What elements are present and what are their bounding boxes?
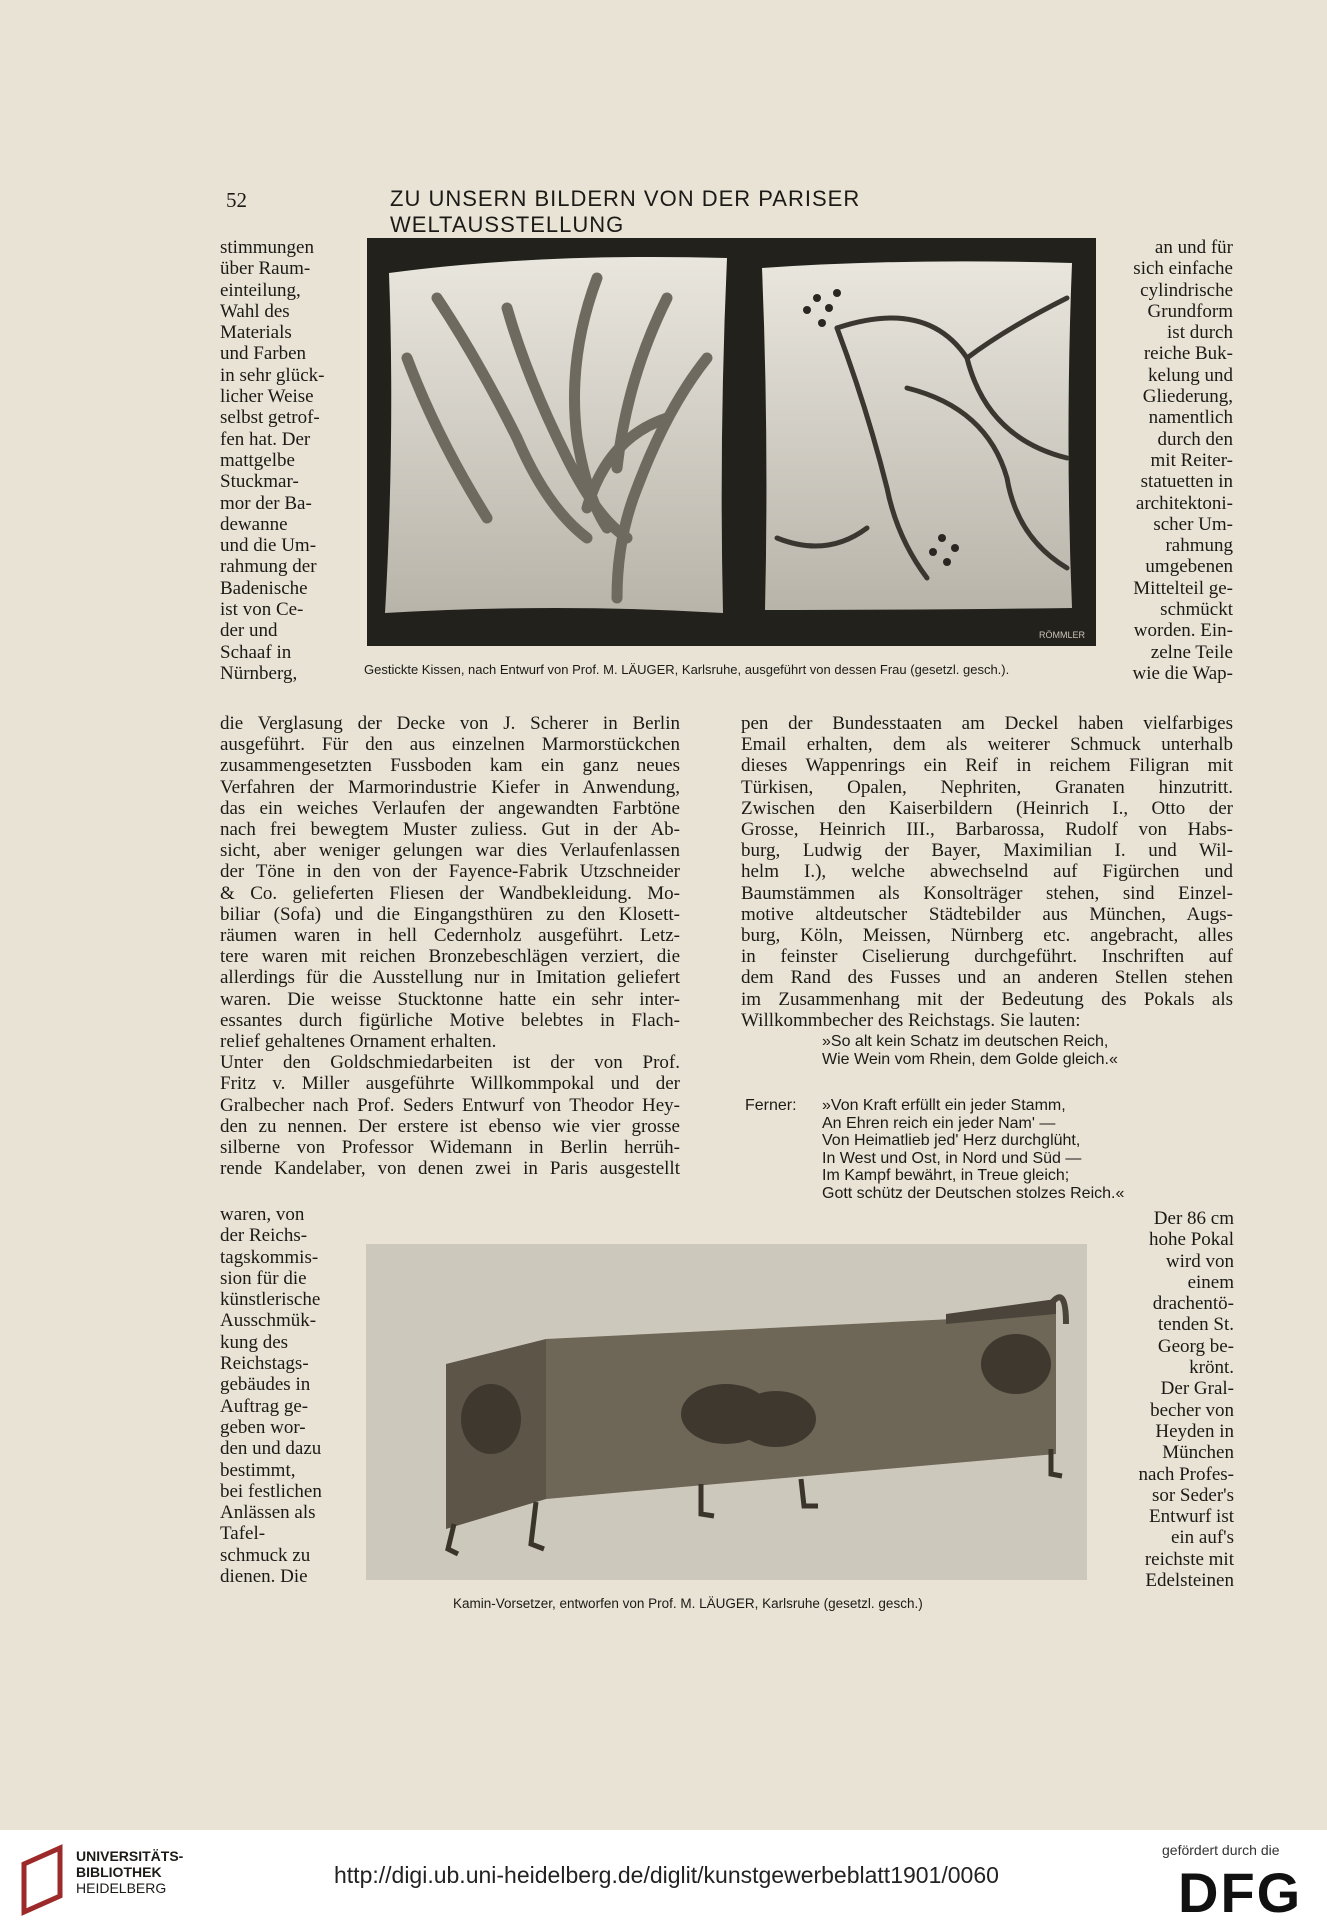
text-line: Stuckmar- bbox=[220, 471, 299, 493]
text-line: Grundform bbox=[1147, 300, 1233, 322]
text-line: »So alt kein Schatz im deutschen Reich, bbox=[822, 1033, 1109, 1050]
text-line: in sehr glück- bbox=[220, 364, 325, 386]
text-line: dem Rand des Fusses und an anderen Stellen stehen bbox=[741, 967, 1233, 989]
running-title: ZU UNSERN BILDERN VON DER PARISER WELTAUSSTELLUNG bbox=[390, 186, 861, 237]
text-line: an und für bbox=[1154, 237, 1233, 258]
footer-bar bbox=[0, 1830, 1327, 1930]
text-line: Nürnberg, bbox=[220, 662, 298, 684]
text-line: scher Um- bbox=[1153, 513, 1233, 535]
text-line: statuetten in bbox=[1140, 471, 1233, 493]
text-line: den zu nennen. Der erstere ist ebenso wie vier grosse bbox=[220, 1115, 680, 1137]
text-line: essantes durch figürliche Motive belebtes in Flach- bbox=[220, 1009, 680, 1031]
text-line: Unter den Goldschmiedarbeiten ist der von Prof. bbox=[220, 1052, 680, 1074]
text-line: sion für die bbox=[220, 1267, 307, 1289]
column-left bbox=[220, 713, 680, 1179]
text-line: Türkisen, Opalen, Nephriten, Granaten hinzutritt. bbox=[741, 776, 1233, 798]
text-line: Von Heimatlieb jed' Herz durchglüht, bbox=[822, 1132, 1081, 1149]
text-line: In West und Ost, in Nord und Süd — bbox=[822, 1149, 1082, 1167]
text-line: über Raum- bbox=[220, 258, 311, 280]
text-line: relief gehaltenes Ornament erhalten. bbox=[220, 1031, 497, 1053]
text-line: selbst getrof- bbox=[220, 407, 320, 429]
text-line: Zwischen den Kaiserbildern (Heinrich I., Otto der bbox=[741, 797, 1233, 819]
text-line: drachentö- bbox=[1152, 1293, 1234, 1315]
text-line: künstlerische bbox=[220, 1289, 321, 1311]
text-line: dewanne bbox=[220, 513, 288, 535]
text-line: Wie Wein vom Rhein, dem Golde gleich.« bbox=[822, 1050, 1118, 1068]
text-line: licher Weise bbox=[220, 386, 314, 408]
text-line: ausgeführt. Für den aus einzelnen Marmorstückchen bbox=[220, 734, 680, 756]
text-line: fen hat. Der bbox=[220, 428, 311, 450]
text-line: ist von Ce- bbox=[220, 599, 304, 621]
text-line: Fritz v. Miller ausgeführte Willkommpokal und der bbox=[220, 1073, 680, 1095]
text-line: mattgelbe bbox=[220, 449, 295, 471]
text-line: bestimmt, bbox=[220, 1459, 296, 1481]
text-line: stimmungen bbox=[220, 237, 314, 258]
text-line: umgebenen bbox=[1145, 556, 1233, 578]
text-line: waren. Die weisse Stucktonne hatte ein sehr inter- bbox=[220, 988, 680, 1010]
text-line: rahmung der bbox=[220, 556, 317, 578]
text-line: einem bbox=[1187, 1271, 1234, 1293]
text-line: »Von Kraft erfüllt ein jeder Stamm, bbox=[822, 1097, 1066, 1114]
text-line: in feinster Ciselierung durchgeführt. Inschriften auf bbox=[741, 946, 1233, 968]
text-line: geben wor- bbox=[220, 1416, 306, 1438]
text-line: kelung und bbox=[1148, 364, 1233, 386]
inscription-2 bbox=[822, 1097, 1124, 1202]
cushions-photo bbox=[367, 238, 1096, 646]
wrap-text-top-right bbox=[1125, 237, 1233, 684]
text-line: durch den bbox=[1157, 428, 1233, 450]
text-line: Gliederung, bbox=[1142, 386, 1233, 408]
text-line: & Co. gelieferten Fliesen der Wandbekleidung. Mo- bbox=[220, 882, 680, 904]
text-line: wird von bbox=[1165, 1250, 1234, 1272]
text-line: sor Seder's bbox=[1151, 1484, 1234, 1506]
wrap-text-bottom-left bbox=[220, 1204, 335, 1587]
text-line: zusammengesetzten Fussboden kam ein ganz neues bbox=[220, 755, 680, 777]
fire-screen-photo bbox=[366, 1244, 1087, 1580]
page-number: 52 bbox=[226, 188, 247, 212]
wrap-text-top-left bbox=[220, 237, 340, 684]
inscription-1 bbox=[822, 1033, 1118, 1068]
text-line: reichste mit bbox=[1144, 1548, 1234, 1570]
text-line: hohe Pokal bbox=[1149, 1229, 1234, 1251]
text-line: worden. Ein- bbox=[1133, 620, 1233, 642]
text-line: reiche Buk- bbox=[1143, 343, 1233, 365]
text-line: der und bbox=[220, 620, 278, 642]
wrap-text-bottom-right bbox=[1118, 1208, 1234, 1591]
text-line: Georg be- bbox=[1157, 1335, 1234, 1357]
text-line: Der 86 cm bbox=[1153, 1208, 1234, 1229]
text-line: der Töne in den von der Fayence-Fabrik Utzschneider bbox=[220, 861, 680, 883]
text-line: Anlässen als bbox=[220, 1502, 316, 1524]
funding-note: gefördert durch die bbox=[1162, 1842, 1280, 1858]
text-line: Auftrag ge- bbox=[220, 1395, 309, 1417]
quote-label-ferner: Ferner: bbox=[745, 1097, 797, 1114]
text-line: nach Profes- bbox=[1138, 1463, 1234, 1485]
text-line: bei festlichen bbox=[220, 1480, 322, 1502]
text-line: silberne von Professor Widemann in Berlin herrüh- bbox=[220, 1137, 680, 1159]
text-line: und Farben bbox=[220, 343, 307, 365]
text-line: namentlich bbox=[1148, 407, 1233, 429]
text-line: tenden St. bbox=[1158, 1314, 1234, 1336]
text-line: Mittelteil ge- bbox=[1133, 577, 1233, 599]
text-line: tagskommis- bbox=[220, 1246, 319, 1268]
text-line: Heyden in bbox=[1155, 1420, 1234, 1442]
text-line: Verfahren der Marmorindustrie Kiefer in Anwendung, bbox=[220, 776, 680, 798]
text-line: mit Reiter- bbox=[1150, 449, 1233, 471]
text-line: schmückt bbox=[1160, 599, 1233, 621]
text-line: schmuck zu bbox=[220, 1544, 311, 1566]
text-line: sich einfache bbox=[1133, 258, 1233, 280]
text-line: Materials bbox=[220, 322, 292, 344]
figure2-caption: Kamin-Vorsetzer, entworfen von Prof. M. LÄUGER, Karlsruhe (gesetzl. gesch.) bbox=[453, 1596, 923, 1611]
text-line: Grosse, Heinrich III., Barbarossa, Rudolf von Habs- bbox=[741, 819, 1233, 841]
text-line: Baumstämmen als Konsolträger stehen, sind Einzel- bbox=[741, 882, 1233, 904]
text-line: mor der Ba- bbox=[220, 492, 312, 514]
library-name: UNIVERSITÄTS- BIBLIOTHEK HEIDELBERG bbox=[76, 1848, 184, 1896]
text-line: Entwurf ist bbox=[1149, 1506, 1234, 1528]
text-line: Email erhalten, dem als weiterer Schmuck unterhalb bbox=[741, 734, 1233, 756]
text-line: helm I.), welche abwechselnd auf Figürchen und bbox=[741, 861, 1233, 883]
text-line: der Reichs- bbox=[220, 1225, 308, 1247]
text-line: waren, von bbox=[220, 1204, 305, 1225]
text-line: wie die Wap- bbox=[1132, 662, 1233, 684]
text-line: Willkommbecher des Reichstags. Sie lauten: bbox=[741, 1009, 1081, 1031]
text-line: ist durch bbox=[1167, 322, 1233, 344]
cushions-illustration bbox=[367, 238, 1096, 646]
text-line: Der Gral- bbox=[1160, 1378, 1234, 1400]
text-line: gebäudes in bbox=[220, 1374, 311, 1396]
text-line: im Zusammenhang mit der Bedeutung des Pokals als bbox=[741, 988, 1233, 1010]
text-line: krönt. bbox=[1189, 1357, 1234, 1379]
text-line: rende Kandelaber, von denen zwei in Paris ausgestellt bbox=[220, 1158, 680, 1180]
text-line: Badenische bbox=[220, 577, 308, 599]
text-line: Ausschmük- bbox=[220, 1310, 317, 1332]
text-line: biliar (Sofa) und die Eingangsthüren zu den Klosett- bbox=[220, 903, 680, 925]
text-line: dieses Wappenrings ein Reif in reichem Filigran mit bbox=[741, 755, 1233, 777]
text-line: Gralbecher nach Prof. Seders Entwurf von Theodor Hey- bbox=[220, 1094, 680, 1116]
text-line: Reichstags- bbox=[220, 1353, 309, 1375]
text-line: einteilung, bbox=[220, 279, 301, 301]
text-line: tere waren mit reichen Bronzebeschlägen verziert, die bbox=[220, 946, 680, 968]
column-right bbox=[741, 713, 1233, 1031]
text-line: Wahl des bbox=[220, 300, 290, 322]
text-line: Tafel- bbox=[220, 1523, 266, 1545]
text-line: architektoni- bbox=[1135, 492, 1233, 514]
text-line: pen der Bundesstaaten am Deckel haben vielfarbiges bbox=[741, 713, 1233, 734]
text-line: cylindrische bbox=[1140, 279, 1233, 301]
text-line: An Ehren reich ein jeder Nam' — bbox=[822, 1114, 1056, 1132]
text-line: burg, Ludwig der Bayer, Maximilian I. und Wil- bbox=[741, 840, 1233, 862]
text-line: zelne Teile bbox=[1150, 641, 1233, 663]
text-line: räumen waren in hell Cedernholz ausgeführt. Letz- bbox=[220, 925, 680, 947]
text-line: sicht, aber weniger gelungen war dies Verlaufenlassen bbox=[220, 840, 680, 862]
text-line: allerdings für die Ausstellung nur in Imitation geliefert bbox=[220, 967, 680, 989]
text-line: nach frei bewegtem Muster zuliess. Gut in der Ab- bbox=[220, 819, 680, 841]
text-line: burg, Köln, Meissen, Nürnberg etc. angebracht, alles bbox=[741, 925, 1233, 947]
text-line: dienen. Die bbox=[220, 1566, 308, 1588]
text-line: Gott schütz der Deutschen stolzes Reich.« bbox=[822, 1184, 1125, 1202]
text-line: Schaaf in bbox=[220, 641, 292, 663]
text-line: Im Kampf bewährt, in Treue gleich; bbox=[822, 1167, 1070, 1184]
text-line: becher von bbox=[1150, 1399, 1234, 1421]
source-url-link[interactable]: http://digi.ub.uni-heidelberg.de/diglit/kunstgewerbeblatt1901/0060 bbox=[334, 1862, 999, 1888]
text-line: den und dazu bbox=[220, 1438, 322, 1460]
text-line: Edelsteinen bbox=[1145, 1570, 1234, 1592]
text-line: ein auf's bbox=[1170, 1527, 1234, 1549]
text-line: motive altdeutscher Städtebilder aus München, Augs- bbox=[741, 903, 1233, 925]
text-line: das ein weiches Verlaufen der angewandten Farbtöne bbox=[220, 797, 680, 819]
text-line: kung des bbox=[220, 1331, 289, 1353]
text-line: rahmung bbox=[1165, 535, 1233, 557]
text-line: die Verglasung der Decke von J. Scherer in Berlin bbox=[220, 713, 680, 734]
library-logo-icon bbox=[20, 1844, 64, 1916]
figure1-caption: Gestickte Kissen, nach Entwurf von Prof. M. LÄUGER, Karlsruhe, ausgeführt von dessen Frau (gesetzl. gesch.). bbox=[364, 662, 1010, 677]
dfg-logo: DFG bbox=[1178, 1861, 1303, 1924]
fire-screen-illustration bbox=[366, 1244, 1087, 1580]
text-line: und die Um- bbox=[220, 535, 317, 557]
text-line: München bbox=[1162, 1442, 1234, 1464]
photographer-signature: RÖMMLER bbox=[1039, 630, 1086, 640]
